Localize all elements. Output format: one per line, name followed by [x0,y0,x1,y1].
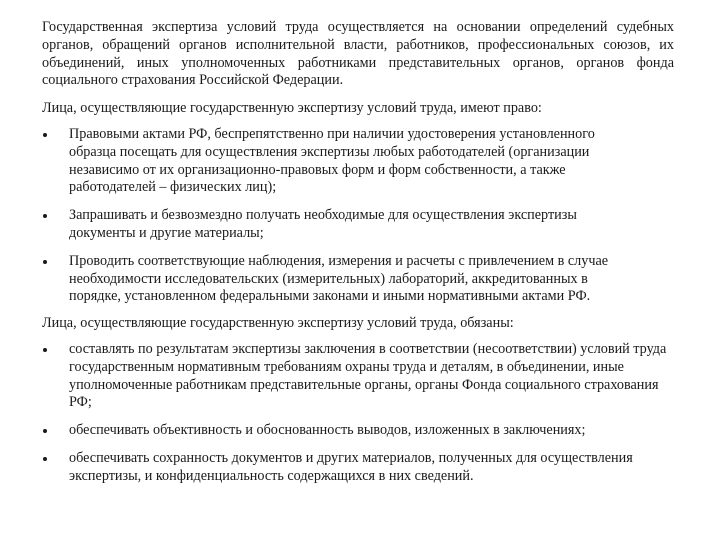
bullet-icon [43,260,47,264]
bullet-icon [43,429,47,433]
list-item [42,450,674,486]
duties-list [42,341,674,486]
bullet-icon [43,133,47,137]
rights-list [42,126,674,306]
document-page [42,19,674,496]
bullet-icon [43,457,47,461]
list-item [42,341,674,412]
list-item-text: обеспечивать объективность и обоснованность выводов, изложенных в заключениях; [69,422,586,439]
rights-heading: Лица, осуществляющие государственную экспертизу условий труда, имеют право: [42,100,542,117]
list-item [42,126,629,197]
duties-heading: Лица, осуществляющие государственную экспертизу условий труда, обязаны: [42,315,514,332]
list-item-text: обеспечивать сохранность документов и других материалов, полученных для осуществления экспертизы, и конфиденциальность содержащихся в них сведений. [69,449,633,484]
list-item [42,422,674,440]
list-item [42,253,629,306]
list-item-text: Запрашивать и безвозмездно получать необходимые для осуществления экспертизы документы и другие материалы; [69,207,577,241]
bullet-icon [43,348,47,352]
list-item-text: Проводить соответствующие наблюдения, измерения и расчеты с привлечением в случае необходимости исследовательских (измерительных) лабораторий, аккредитованных в порядке, установленном федеральными законами и иными нормативными актами РФ. [69,252,609,305]
list-item [42,207,629,243]
intro-paragraph: Государственная экспертиза условий труда осуществляется на основании определений судебных органов, обращений органов исполнительной власти, работников, профессиональных союзов, их объединений, иных уполномоченных работниками представительных органов, органов фонда социального страхования Российской Федерации. [42,19,674,89]
bullet-icon [43,214,47,218]
list-item-text: Правовыми актами РФ, беспрепятственно при наличии удостоверения установленного образца посещать для осуществления экспертизы любых работодателей (организации независимо от их организационно-правовых форм и форм собственности, а также работодателей – физических лиц); [69,125,595,196]
list-item-text: составлять по результатам экспертизы заключения в соответствии (несоответствии) условий труда государственным нормативным требованиям охраны труда и деталям, в объединении, иные уполномоченные работникам представительные органы, органы Фонда социального страхования РФ; [69,340,667,411]
